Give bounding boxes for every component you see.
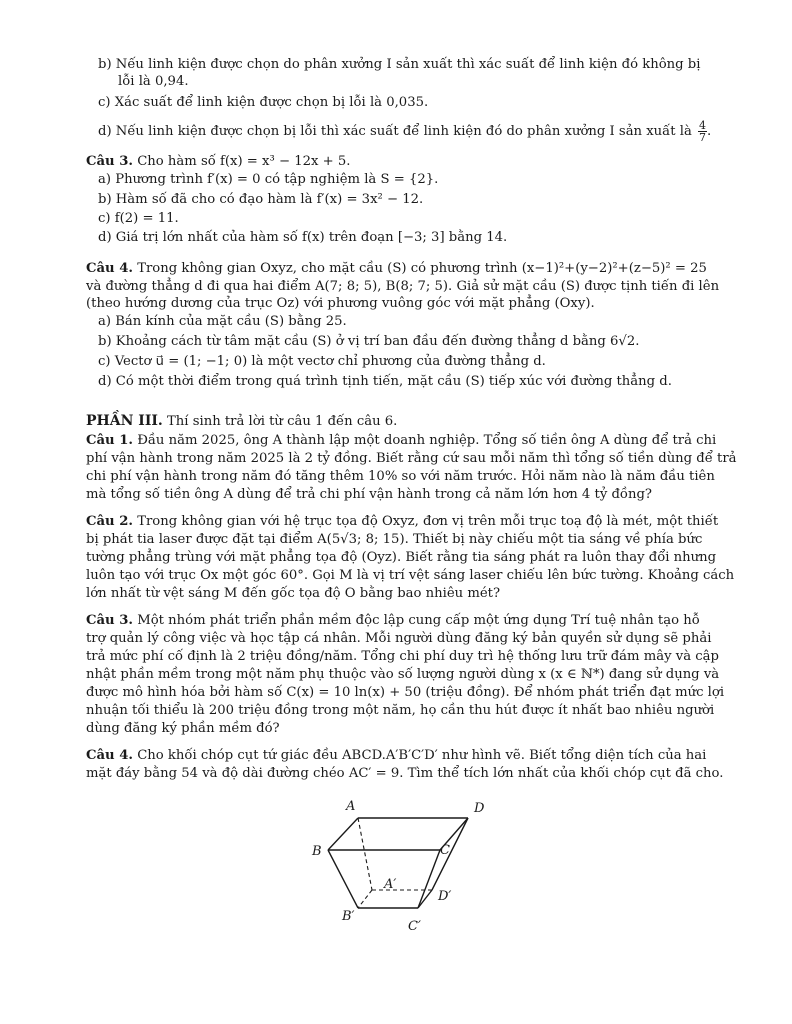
frustum-figure — [300, 790, 500, 940]
p3q4-label: Câu 4. — [86, 748, 133, 763]
p3q2-line2: bị phát tia laser được đặt tại điểm A(5√3; 8; 15). Thiết bị này chiếu một tia sáng về phía bức — [86, 532, 703, 547]
q4-option-a: a) Bán kính của mặt cầu (S) bằng 25. — [98, 314, 347, 329]
p3q3-line4: nhật phần mềm trong một năm phụ thuộc vào số lượng người dùng x (x ∈ ℕ*) đang sử dụng và — [86, 667, 720, 682]
vertex-label-A: A — [346, 799, 356, 814]
q4-option-b: b) Khoảng cách từ tâm mặt cầu (S) ở vị trí ban đầu đến đường thẳng d bằng 6√2. — [98, 334, 640, 349]
p3q3-line7: dùng đăng ký phần mềm đó? — [86, 721, 280, 736]
edge-BB1 — [328, 850, 358, 908]
q4-option-c: c) Vectơ u⃗ = (1; −1; 0) là một vectơ chỉ phương của đường thẳng d. — [98, 354, 546, 369]
q4-stem-text1: Trong không gian Oxyz, cho mặt cầu (S) có phương trình (x−1)²+(y−2)²+(z−5)² = 25 — [137, 261, 707, 276]
vertex-label-B: B — [312, 844, 322, 859]
p3q2-line4: luôn tạo với trục Ox một góc 60°. Gọi M là vị trí vệt sáng laser chiếu lên bức tường. Khoảng cách — [86, 568, 735, 583]
vertex-label-D: D — [474, 801, 485, 816]
q4-label: Câu 4. — [86, 261, 133, 276]
fraction-denominator: 7 — [699, 131, 707, 144]
q3-stem-line — [86, 153, 350, 170]
p3q3-line2: trợ quản lý công việc và học tập cá nhân. Mỗi người dùng đăng ký bản quyền sử dụng sẽ phải — [86, 631, 712, 646]
p3q3-line6: nhuận tối thiểu là 200 triệu đồng trong một năm, họ cần thu hút được ít nhất bao nhiêu người — [86, 703, 715, 718]
p3q1-line4: mà tổng số tiền ông A dùng để trả chi phí vận hành trong cả năm lớn hơn 4 tỷ đồng? — [86, 487, 652, 502]
edge-DD1 — [432, 818, 468, 890]
p3q1-line2: phí vận hành trong năm 2025 là 2 tỷ đồng. Biết rằng cứ sau mỗi năm thì tổng số tiền dùng để trả — [86, 451, 737, 466]
q4-stem-line3: (theo hướng dương của trục Oz) với phương vuông góc với mặt phẳng (Oxy). — [86, 296, 595, 311]
p3q3-line3: trả mức phí cố định là 2 triệu đồng/năm. Tổng chi phí duy trì hệ thống lưu trữ đám mây và cập — [86, 649, 719, 664]
p3q3-line5: được mô hình hóa bởi hàm số C(x) = 10 ln(x) + 50 (triệu đồng). Để nhóm phát triển đạt mức lợi — [86, 685, 725, 700]
vertex-label-D1: D′ — [438, 889, 452, 904]
part2-option-b-line1: b) Nếu linh kiện được chọn do phân xưởng I sản xuất thì xác suất để linh kiện đó không bị — [98, 57, 701, 72]
q3-option-a: a) Phương trình f′(x) = 0 có tập nghiệm là S = {2}. — [98, 172, 439, 187]
p3q4-text1: Cho khối chóp cụt tứ giác đều ABCD.A′B′C′D′ như hình vẽ. Biết tổng diện tích của hai — [137, 748, 707, 763]
q3-option-c: c) f(2) = 11. — [98, 211, 179, 226]
edge-CC1 — [418, 850, 440, 908]
vertex-label-C: C — [440, 843, 450, 858]
q3-label: Câu 3. — [86, 154, 133, 169]
p3q2-line5: lớn nhất từ vệt sáng M đến gốc tọa độ O bằng bao nhiêu mét? — [86, 586, 501, 601]
vertex-label-C1: C′ — [408, 919, 421, 934]
p3q3-label: Câu 3. — [86, 613, 133, 628]
p3q1-text1: Đầu năm 2025, ông A thành lập một doanh nghiệp. Tổng số tiền ông A dùng để trả chi — [137, 433, 717, 448]
q4-option-d: d) Có một thời điểm trong quá trình tịnh tiến, mặt cầu (S) tiếp xúc với đường thẳng d. — [98, 374, 672, 389]
edge-AA1-hidden — [358, 818, 372, 890]
q3-option-b: b) Hàm số đã cho có đạo hàm là f′(x) = 3x² − 12. — [98, 192, 424, 207]
p3q2-text1: Trong không gian với hệ trục tọa độ Oxyz, đơn vị trên mỗi trục toạ độ là mét, một thiết — [137, 514, 719, 529]
q3-option-d: d) Giá trị lớn nhất của hàm số f(x) trên đoạn [−3; 3] bằng 14. — [98, 230, 508, 245]
part2-option-d-text: d) Nếu linh kiện được chọn bị lỗi thì xác suất để linh kiện đó do phân xưởng I sản xuất là — [98, 124, 692, 139]
part3-instruction: Thí sinh trả lời từ câu 1 đến câu 6. — [167, 414, 398, 429]
p3q2-label: Câu 2. — [86, 514, 133, 529]
p3q4-line2: mặt đáy bằng 54 và độ dài đường chéo AC′ = 9. Tìm thể tích lớn nhất của khối chóp cụt đã cho. — [86, 766, 724, 781]
edge-A1B1-hidden — [358, 890, 372, 908]
fraction-numerator: 4 — [699, 119, 707, 132]
q4-stem-line2: và đường thẳng d đi qua hai điểm A(7; 8; 5), B(8; 7; 5). Giả sử mặt cầu (S) được tịnh tiến đi lên — [86, 279, 720, 294]
vertex-label-A1: A′ — [384, 877, 397, 892]
p3q3-text1: Một nhóm phát triển phần mềm độc lập cung cấp một ứng dụng Trí tuệ nhân tạo hỗ — [137, 613, 700, 628]
part2-option-d-end: . — [707, 124, 712, 139]
p3q1-line3: chi phí vận hành trong năm đó tăng thêm 10% so với năm trước. Hỏi năm nào là năm đầu tiên — [86, 469, 715, 484]
part2-option-d — [98, 120, 711, 143]
edge-C1D1 — [418, 890, 432, 908]
p3q3-line1 — [86, 612, 700, 629]
part2-option-b-line2: lỗi là 0,94. — [118, 74, 189, 89]
part2-option-c: c) Xác suất để linh kiện được chọn bị lỗi là 0,035. — [98, 95, 429, 110]
p3q1-label: Câu 1. — [86, 433, 133, 448]
p3q2-line3: tường phẳng trùng với mặt phẳng tọa độ (Oyz). Biết rằng tia sáng phát ra luôn thay đổi nhưng — [86, 550, 717, 565]
p3q2-line1 — [86, 513, 718, 530]
q3-stem: Cho hàm số f(x) = x³ − 12x + 5. — [137, 154, 351, 169]
part3-heading — [86, 413, 397, 430]
vertex-label-B1: B′ — [342, 909, 355, 924]
part3-title: PHẦN III. — [86, 413, 163, 429]
fraction — [698, 120, 707, 143]
edge-AB — [328, 818, 358, 850]
q4-stem-line1 — [86, 260, 707, 277]
p3q1-line1 — [86, 432, 716, 449]
p3q4-line1 — [86, 747, 706, 764]
